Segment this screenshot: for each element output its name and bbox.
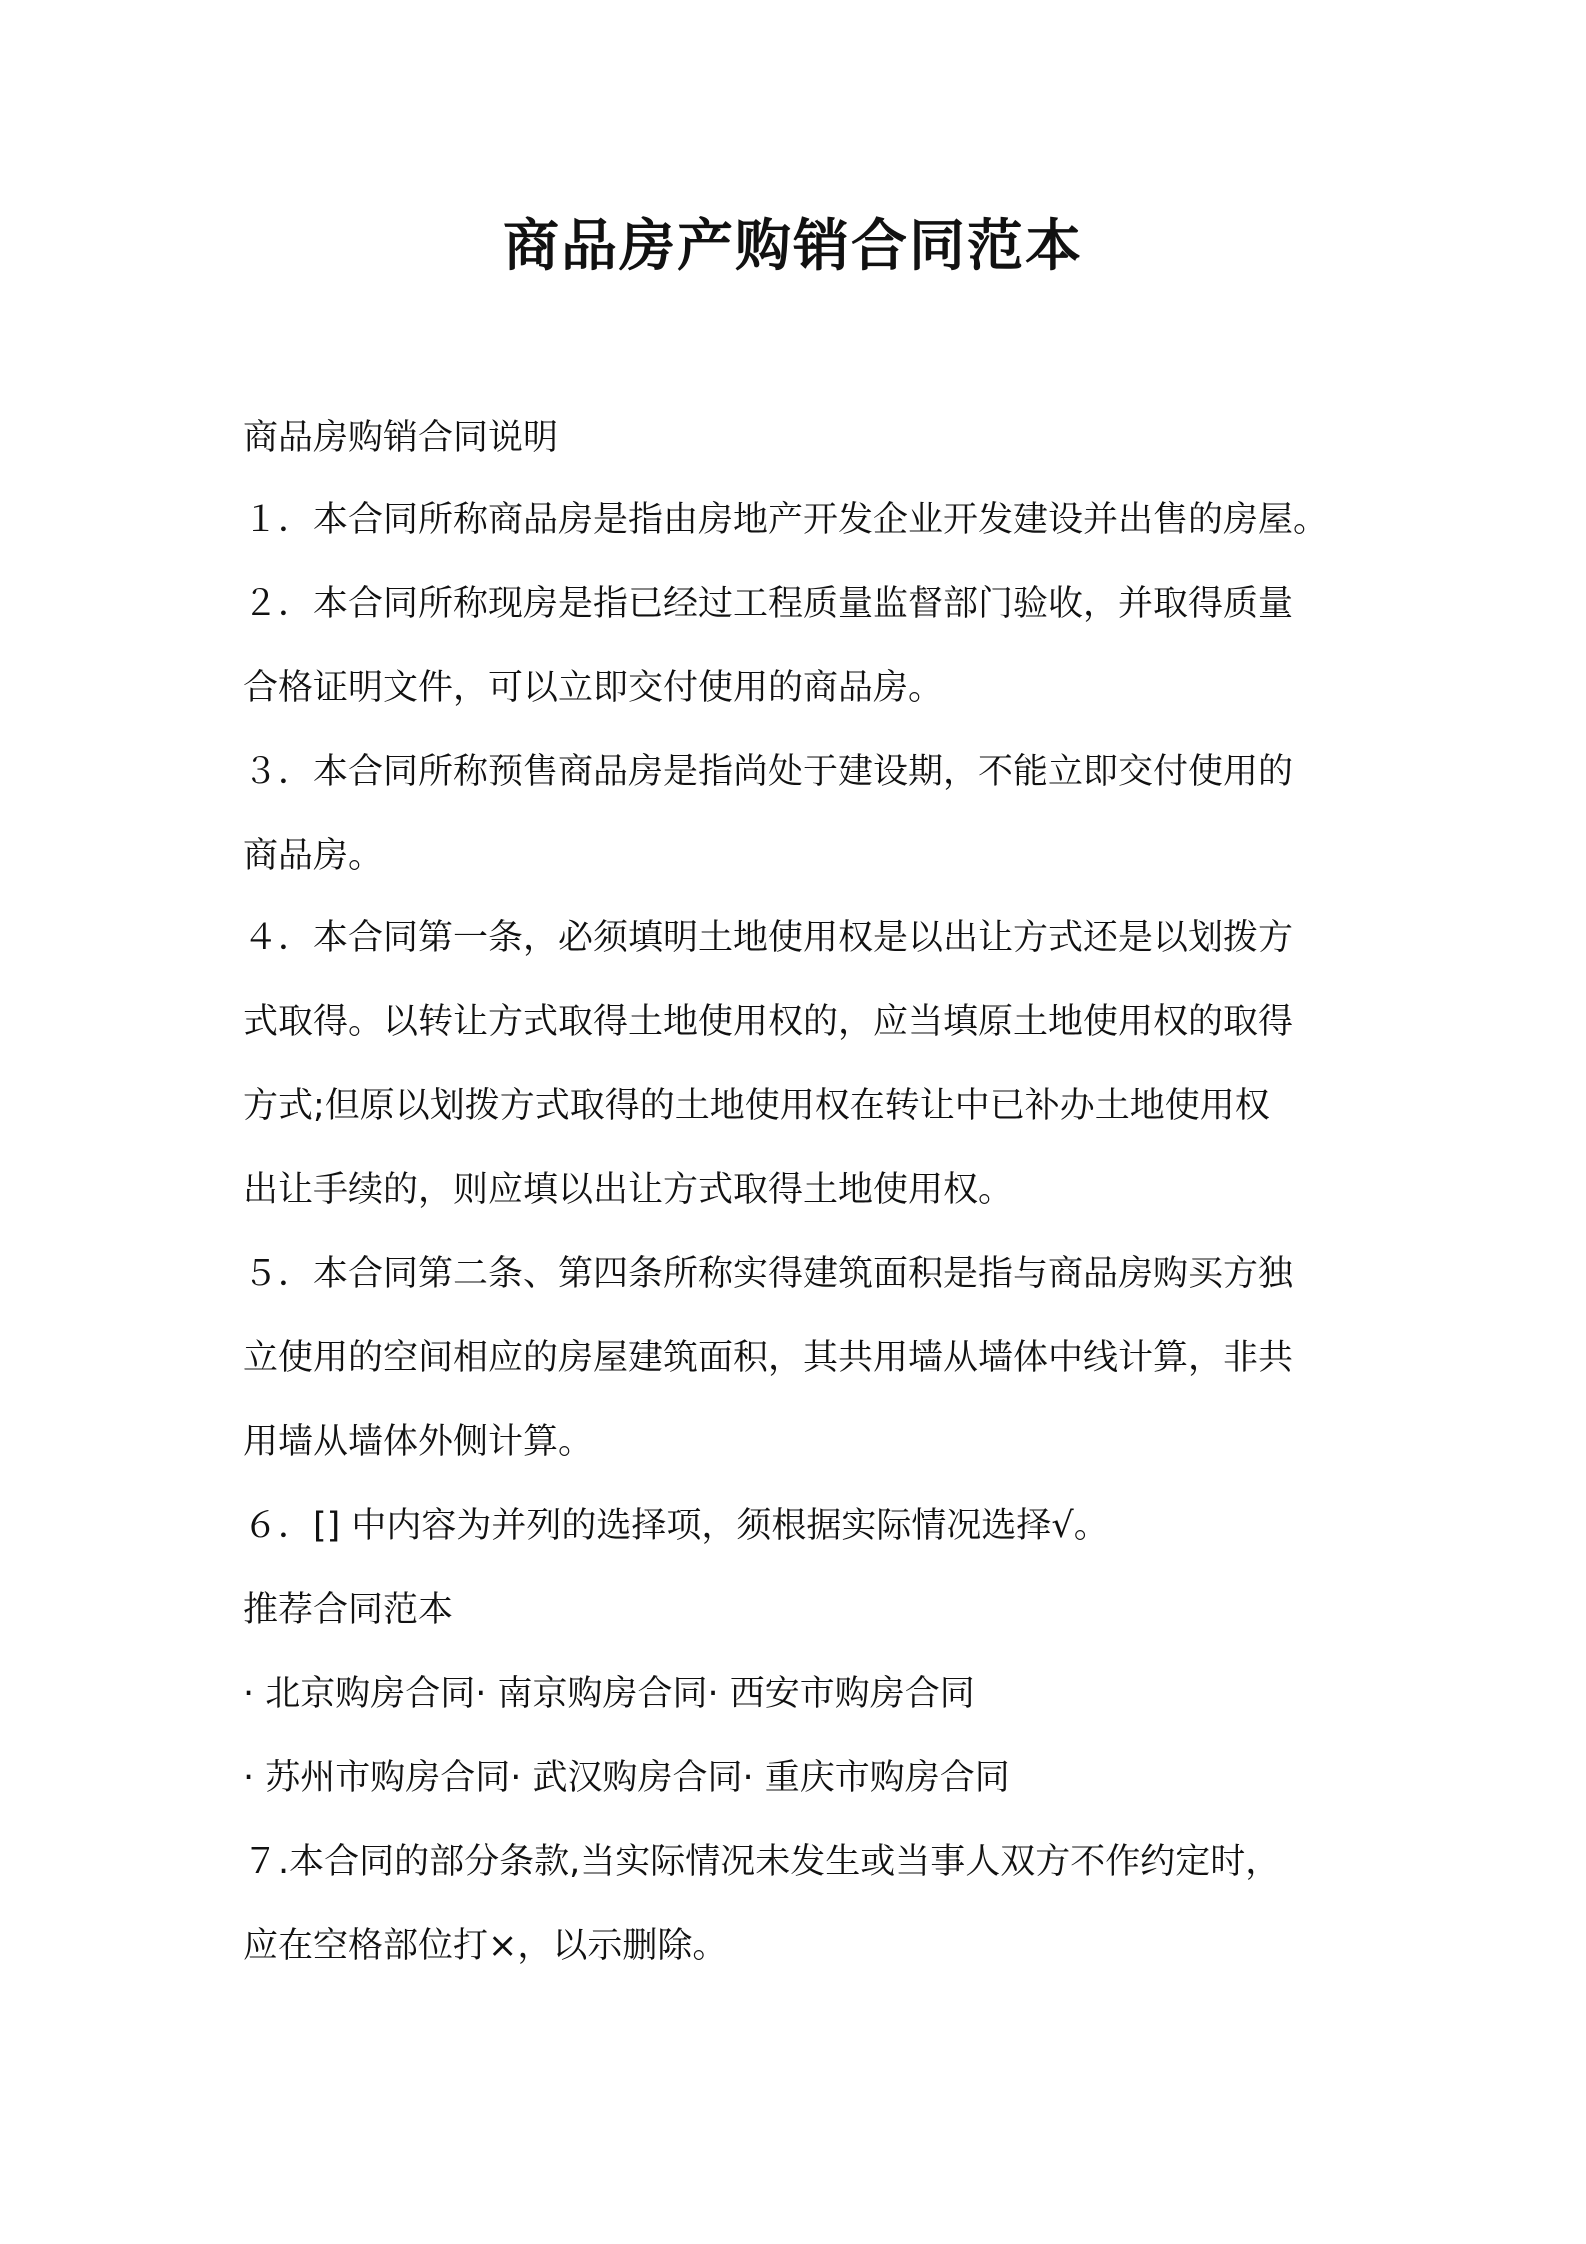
document-title: 商品房产购销合同范本 [503, 214, 1083, 279]
paragraph-line: ７.本合同的部分条款,当实际情况未发生或当事人双方不作约定时， [243, 1842, 1281, 1882]
recommended-links-row: · 苏州市购房合同· 武汉购房合同· 重庆市购房合同 [243, 1758, 1010, 1798]
paragraph-line: ４．本合同第一条，必须填明土地使用权是以出让方式还是以划拨方 [243, 918, 1294, 958]
recommended-links-row: · 北京购房合同· 南京购房合同· 西安市购房合同 [243, 1674, 975, 1714]
section-heading-explanation: 商品房购销合同说明 [243, 418, 559, 458]
paragraph-line: 合格证明文件，可以立即交付使用的商品房。 [243, 668, 944, 708]
paragraph-line: 方式;但原以划拨方式取得的土地使用权在转让中已补办土地使用权 [243, 1086, 1270, 1126]
paragraph-line: 出让手续的，则应填以出让方式取得土地使用权。 [243, 1170, 1014, 1210]
paragraph-line: ３．本合同所称预售商品房是指尚处于建设期，不能立即交付使用的 [243, 752, 1294, 792]
paragraph-line: ６．[] 中内容为并列的选择项，须根据实际情况选择√。 [243, 1506, 1109, 1546]
section-heading-recommended: 推荐合同范本 [243, 1590, 454, 1630]
paragraph-line: 立使用的空间相应的房屋建筑面积，其共用墙从墙体中线计算，非共 [243, 1338, 1294, 1378]
paragraph-line: 用墙从墙体外侧计算。 [243, 1422, 594, 1462]
paragraph-line: ５．本合同第二条、第四条所称实得建筑面积是指与商品房购买方独 [243, 1254, 1294, 1294]
paragraph-line: 应在空格部位打×，以示删除。 [243, 1926, 728, 1966]
paragraph-line: 式取得。以转让方式取得土地使用权的，应当填原土地使用权的取得 [243, 1002, 1294, 1042]
paragraph-line: １．本合同所称商品房是指由房地产开发企业开发建设并出售的房屋。 [243, 500, 1329, 540]
paragraph-line: ２．本合同所称现房是指已经过工程质量监督部门验收，并取得质量 [243, 584, 1294, 624]
paragraph-line: 商品房。 [243, 836, 384, 876]
